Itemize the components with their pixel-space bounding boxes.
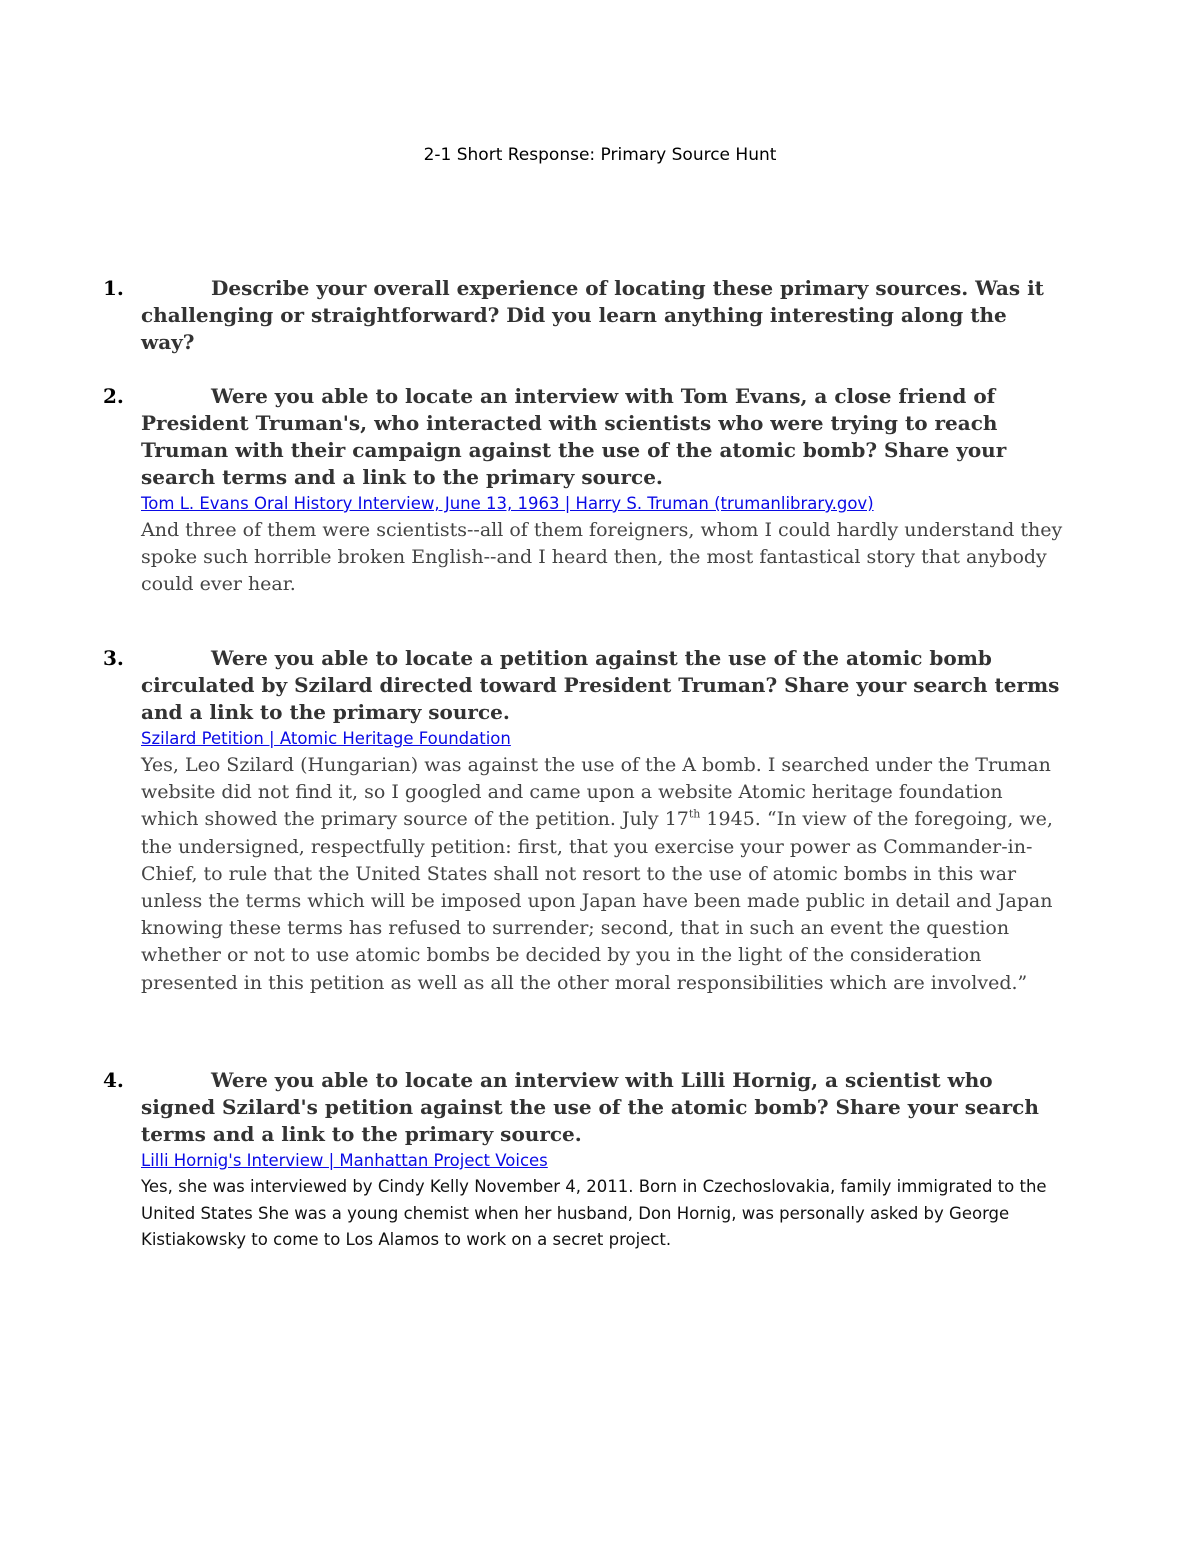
question-2 (103, 383, 1063, 599)
question-3-answer-part2: 1945. “In view of the foregoing, we, the undersigned, respectfully petition: first, that you exercise your power as Commander-in-Chief, to rule that the United States shall not resort to the use of atomic bombs in this war unless the terms which will be imposed upon Japan have been made public in detail and Japan knowing these terms has refused to surrender; second, that in such an event the question whether or not to use atomic bombs be decided by you in the light of the consideration presented in this petition as well as all the other moral responsibilities which are involved.” (141, 808, 1053, 994)
question-4-prompt (103, 1067, 1063, 1148)
question-3-source-link[interactable]: Szilard Petition | Atomic Heritage Foundation (141, 729, 511, 748)
question-3-prompt (103, 645, 1063, 726)
question-3-answer-part1: Yes, Leo Szilard (Hungarian) was against the use of the A bomb. I searched under the Truman website did not find it, so I googled and came upon a website Atomic heritage foundation which showed the primary source of the petition. July 17 (141, 754, 1051, 831)
question-4-number: 4. (103, 1068, 124, 1092)
question-1-number: 1. (103, 276, 124, 300)
question-3 (103, 645, 1063, 997)
question-2-number: 2. (103, 384, 124, 408)
question-1-prompt (103, 275, 1063, 356)
question-2-prompt-text: Were you able to locate an interview with Tom Evans, a close friend of President Truman's, who interacted with scientists who were trying to reach Truman with their campaign against the use of the atomic bomb? Share your search terms and a link to the primary source. (141, 384, 1007, 489)
question-2-prompt (103, 383, 1063, 491)
question-4-source-link[interactable]: Lilli Hornig's Interview | Manhattan Project Voices (141, 1151, 548, 1170)
question-4-answer: Yes, she was interviewed by Cindy Kelly November 4, 2011. Born in Czechoslovakia, family immigrated to the United States She was a young chemist when her husband, Don Hornig, was personally asked by George Kistiakowsky to come to Los Alamos to work on a secret project. (141, 1177, 1047, 1249)
question-2-source-link[interactable]: Tom L. Evans Oral History Interview, June 13, 1963 | Harry S. Truman (trumanlibrary.gov) (141, 494, 874, 513)
page-title: 2-1 Short Response: Primary Source Hunt (423, 145, 777, 165)
question-3-answer-ordinal: th (688, 808, 701, 822)
question-3-answer (141, 752, 1063, 997)
question-4-prompt-text: Were you able to locate an interview with Lilli Hornig, a scientist who signed Szilard's petition against the use of the atomic bomb? Share your search terms and a link to the primary source. (141, 1068, 1039, 1146)
question-1-prompt-text: Describe your overall experience of locating these primary sources. Was it challenging or straightforward? Did you learn anything interesting along the way? (141, 276, 1044, 354)
question-3-prompt-text: Were you able to locate a petition against the use of the atomic bomb circulated by Szilard directed toward President Truman? Share your search terms and a link to the primary source. (141, 646, 1060, 724)
question-4 (103, 1067, 1063, 1254)
question-1 (103, 275, 1063, 356)
question-3-number: 3. (103, 646, 124, 670)
question-2-answer: And three of them were scientists--all of them foreigners, whom I could hardly understand they spoke such horrible broken English--and I heard then, the most fantastical story that anybody could ever hear. (141, 519, 1063, 596)
